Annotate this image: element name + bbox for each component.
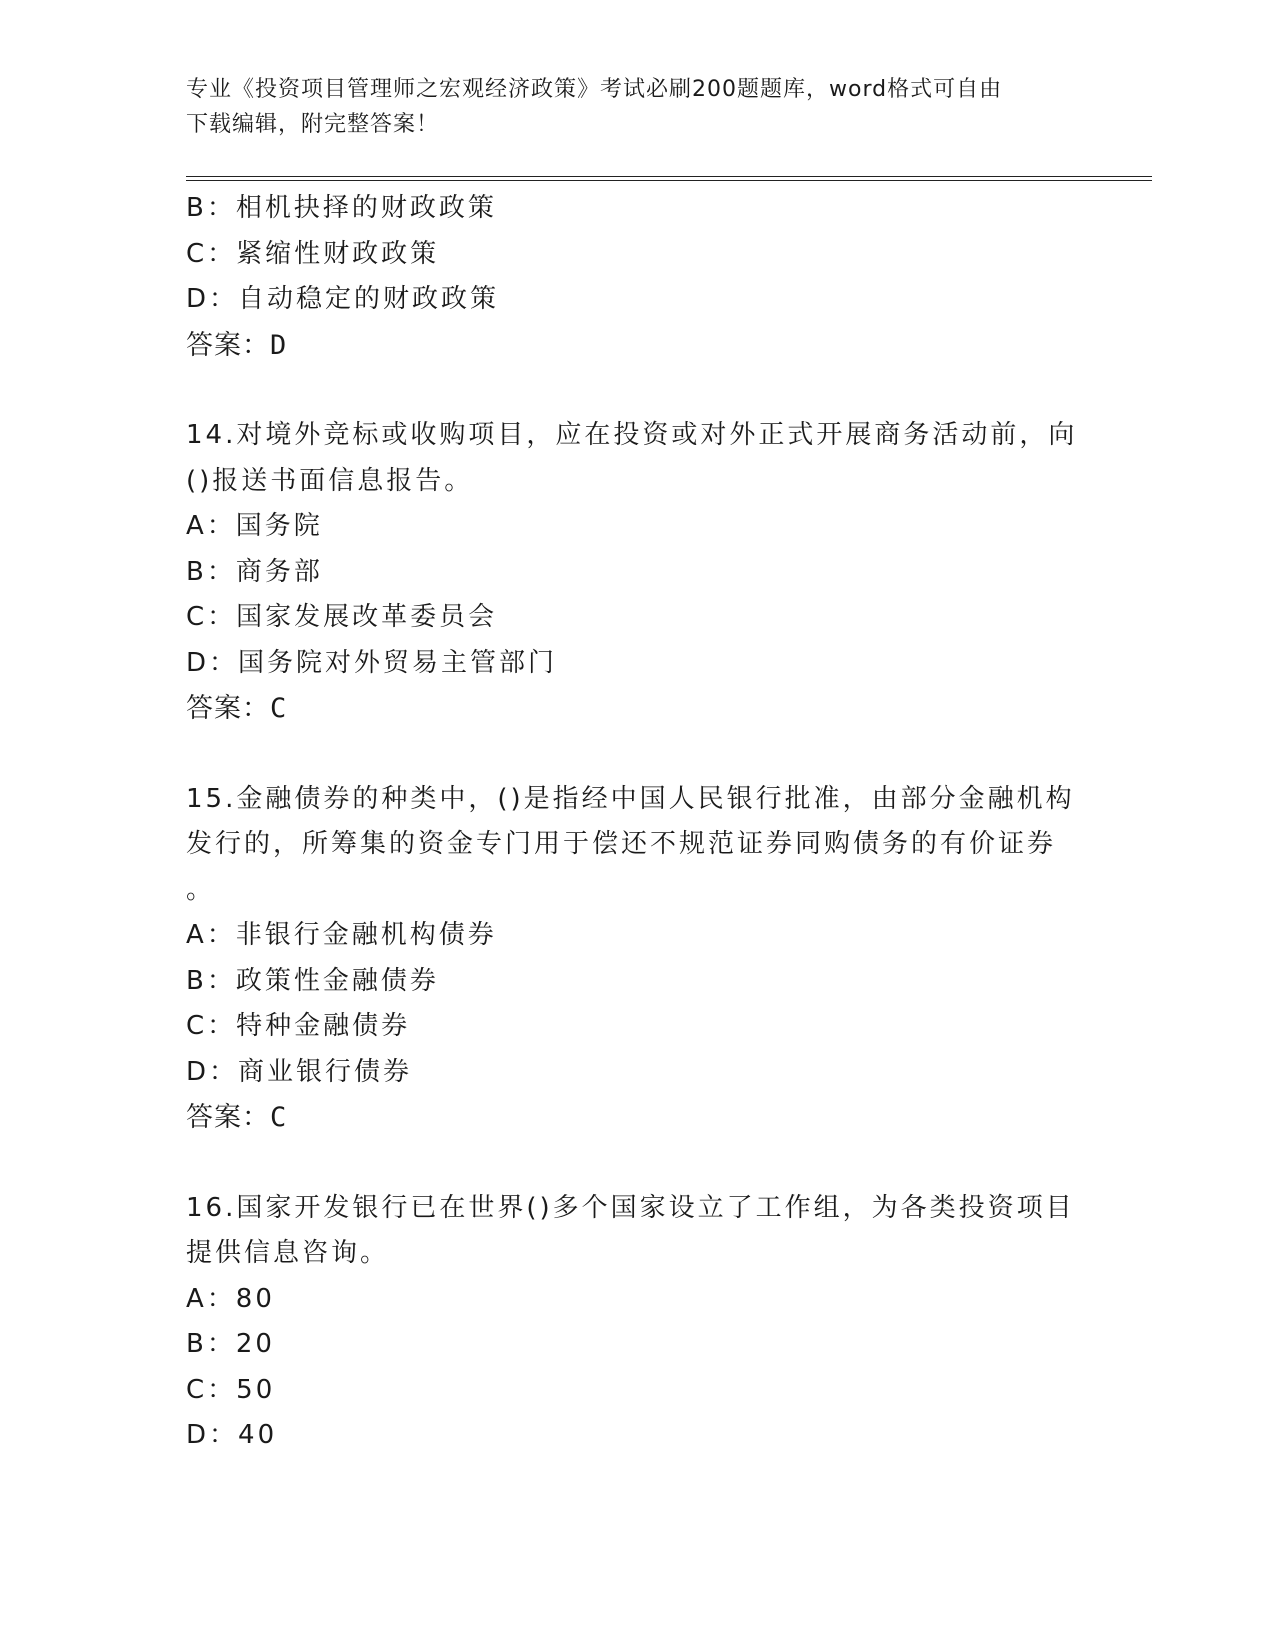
answer-line bbox=[186, 323, 1086, 369]
option-c: C：国家发展改革委员会 bbox=[186, 602, 498, 632]
question-list bbox=[186, 186, 1086, 1459]
answer-label: 答案： bbox=[186, 329, 270, 361]
answer-label: 答案： bbox=[186, 1102, 270, 1133]
question-15 bbox=[186, 777, 1086, 1141]
option-b: B：20 bbox=[186, 1329, 275, 1359]
question-16 bbox=[186, 1186, 1086, 1459]
question-stem-line: 16.国家开发银行已在世界()多个国家设立了工作组，为各类投资项目 bbox=[186, 1192, 1075, 1223]
option-c: C：50 bbox=[186, 1374, 276, 1405]
option-b: B：商务部 bbox=[186, 556, 323, 587]
option-d: D：商业银行债券 bbox=[186, 1056, 413, 1087]
option-c: C：紧缩性财政政策 bbox=[186, 238, 440, 269]
option-c: C：特种金融债券 bbox=[186, 1011, 411, 1041]
option-a: A：80 bbox=[186, 1283, 275, 1314]
question-stem-line: 提供信息咨询。 bbox=[186, 1238, 390, 1268]
header-double-rule bbox=[186, 176, 1152, 181]
option-b: B：相机抉择的财政政策 bbox=[186, 193, 497, 223]
question-stem-line: 发行的，所筹集的资金专门用于偿还不规范证券同购债务的有价证券 bbox=[186, 829, 1057, 859]
answer-line bbox=[186, 686, 1086, 732]
option-d: D：国务院对外贸易主管部门 bbox=[186, 647, 558, 678]
header-intro-line-1: 专业《投资项目管理师之宏观经济政策》考试必刷200题题库，word格式可自由 bbox=[186, 77, 1003, 102]
answer-value: C bbox=[270, 1102, 288, 1133]
option-d: D：40 bbox=[186, 1420, 278, 1450]
option-d: D：自动稳定的财政政策 bbox=[186, 284, 500, 314]
option-a: A：非银行金融机构债券 bbox=[186, 920, 497, 950]
spacer bbox=[186, 368, 1086, 413]
question-stem-line: 。 bbox=[186, 874, 216, 905]
option-b: B：政策性金融债券 bbox=[186, 965, 439, 996]
header-intro-line-2: 下载编辑，附完整答案！ bbox=[186, 112, 440, 137]
question-stem-line: ()报送书面信息报告。 bbox=[186, 465, 474, 496]
answer-value: D bbox=[270, 329, 288, 361]
document-header bbox=[186, 72, 1066, 142]
question-stem-line: 15.金融债券的种类中，()是指经中国人民银行批准，由部分金融机构 bbox=[186, 783, 1075, 814]
answer-line bbox=[186, 1095, 1086, 1141]
question-stem-line: 14.对境外竞标或收购项目，应在投资或对外正式开展商务活动前，向 bbox=[186, 420, 1078, 450]
question-14 bbox=[186, 413, 1086, 732]
spacer bbox=[186, 1141, 1086, 1186]
answer-label: 答案： bbox=[186, 693, 270, 724]
answer-value: C bbox=[270, 693, 288, 724]
option-a: A：国务院 bbox=[186, 511, 323, 541]
previous-question-tail bbox=[186, 186, 1086, 368]
spacer bbox=[186, 732, 1086, 777]
